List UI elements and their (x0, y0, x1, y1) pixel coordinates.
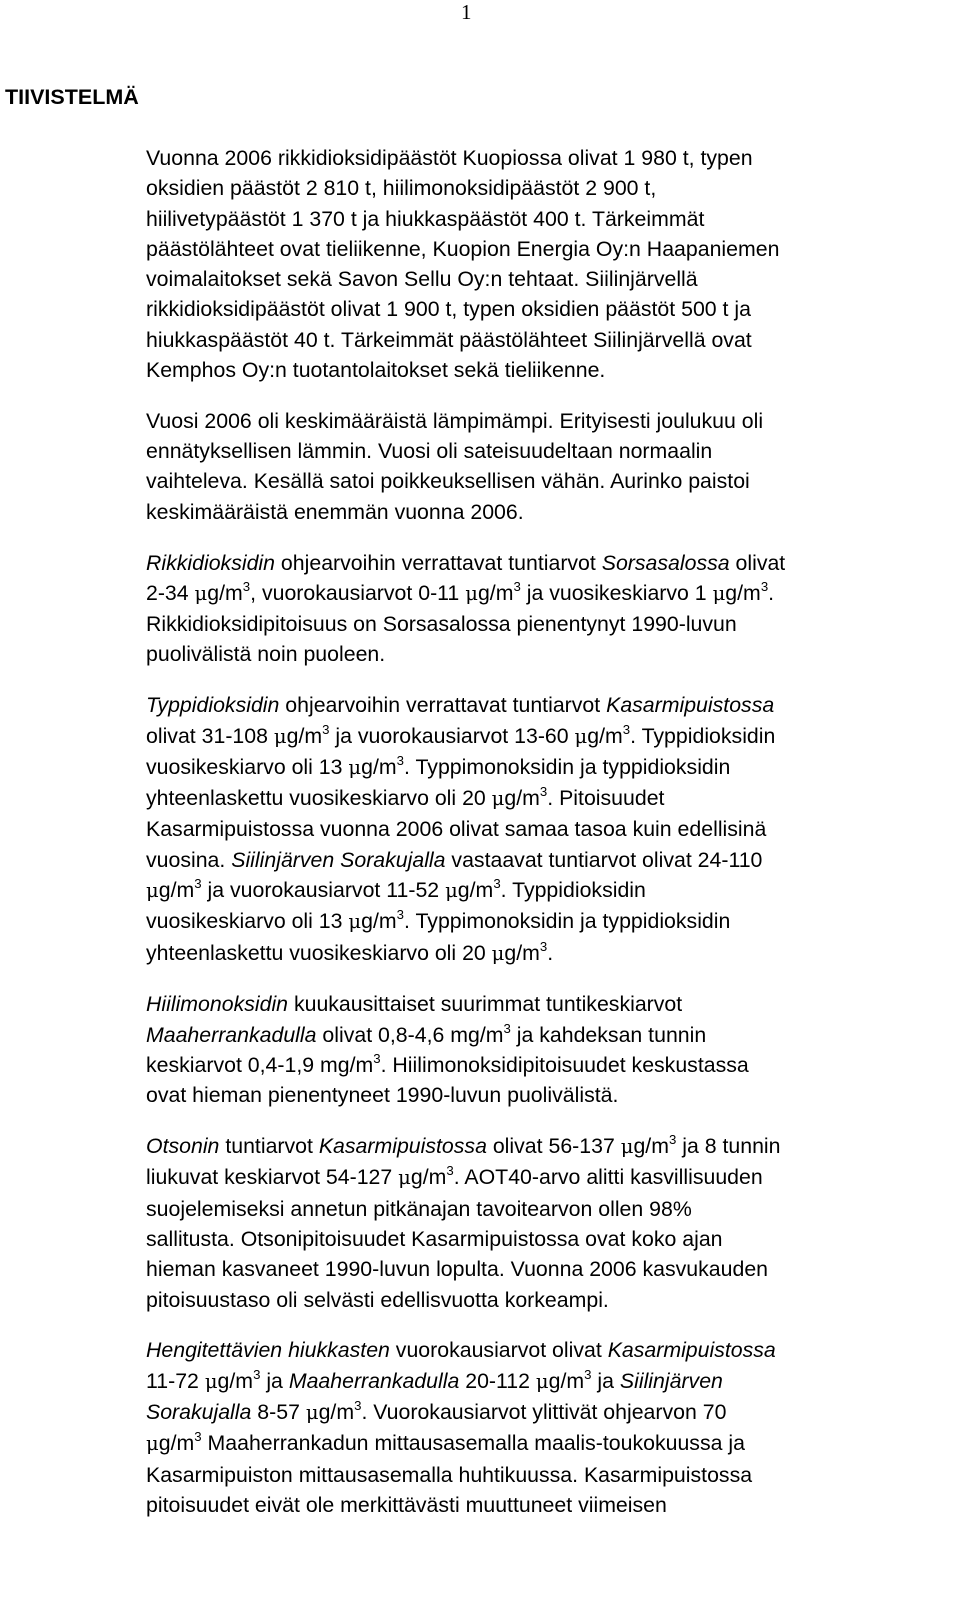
summary-paragraph (146, 690, 946, 969)
text-run: vuorokausiarvot olivat (389, 1338, 608, 1363)
superscript: 3 (668, 1131, 677, 1147)
micro-symbol: μ (535, 1369, 549, 1393)
text-run: ohjearvoihin verrattavat tuntiarvot (275, 550, 602, 575)
text-line: puolivälistä noin puoleen. (146, 642, 386, 667)
text-line (146, 1050, 749, 1078)
superscript: 3 (354, 1397, 362, 1413)
superscript: 3 (539, 783, 548, 799)
superscript: 3 (373, 1050, 381, 1066)
text-run: g/m (286, 723, 323, 748)
text-run: g/m (477, 580, 514, 605)
text-line: hiukkaspäästöt 40 t. Tärkeimmät päästölähteet Siilinjärvellä ovat (146, 327, 752, 352)
text-line: oksidien päästöt 2 810 t, hiilimonoksidipäästöt 2 900 t, (146, 176, 657, 201)
superscript: 3 (622, 721, 631, 737)
micro-symbol: μ (491, 941, 505, 965)
text-run: 20-112 (459, 1368, 536, 1393)
text-run: ja vuorokausiarvot 11-52 (201, 878, 446, 903)
text-line (146, 875, 646, 903)
superscript: 3 (539, 938, 548, 954)
text-run: g/m (725, 580, 761, 605)
micro-symbol: μ (146, 879, 159, 903)
text-run: 11-72 (146, 1368, 205, 1393)
text-run: vastaavat tuntiarvot olivat 24-110 (445, 847, 763, 872)
text-run: . Typpidioksidin (630, 723, 776, 748)
micro-symbol: μ (305, 1400, 319, 1424)
text-run: ja (591, 1368, 620, 1393)
text-run: . Pitoisuudet (547, 786, 665, 811)
text-run: g/m (410, 1165, 447, 1190)
text-line: pitoisuudet eivät ole merkittävästi muuttuneet viimeisen (146, 1492, 667, 1517)
text-line: suojelemiseksi annetun pitkänajan tavoitearvon ollen 98% (146, 1196, 692, 1221)
text-line (146, 909, 730, 933)
text-run: vuosikeskiarvo oli 13 (146, 909, 349, 934)
italic-term: Maaherrankadulla (146, 1022, 317, 1047)
text-run: ja vuosikeskiarvo 1 (520, 580, 713, 605)
text-run: . Typpimonoksidin ja typpidioksidin (404, 909, 731, 934)
text-line: sallitusta. Otsonipitoisuudet Kasarmipuistossa ovat koko ajan (146, 1227, 723, 1251)
text-run: . (768, 580, 775, 605)
superscript: 3 (760, 578, 769, 594)
superscript: 3 (493, 875, 501, 891)
micro-symbol: μ (491, 787, 505, 811)
micro-symbol: μ (574, 724, 588, 748)
superscript: 3 (513, 578, 521, 594)
italic-term: Kasarmipuistossa (607, 1338, 776, 1363)
text-run: olivat 56-137 (486, 1134, 621, 1159)
micro-symbol: μ (348, 755, 362, 779)
superscript: 3 (322, 721, 330, 737)
text-run: g/m (158, 878, 195, 903)
text-line (146, 1165, 763, 1189)
text-run: . Typpidioksidin (500, 878, 646, 903)
text-line (146, 693, 774, 717)
text-run: g/m (217, 1368, 254, 1393)
text-run: tuntiarvot (219, 1134, 319, 1159)
italic-term: Siilinjärven Sorakujalla (231, 847, 446, 872)
text-run: yhteenlaskettu vuosikeskiarvo oli 20 (146, 786, 492, 811)
text-line (146, 1397, 727, 1424)
superscript: 3 (584, 1366, 592, 1382)
summary-paragraph (146, 1131, 946, 1315)
text-line: voimalaitokset sekä Savon Sellu Oy:n tehtaat. Siilinjärvellä (146, 267, 698, 292)
text-run: g/m (504, 940, 540, 965)
text-run: g/m (548, 1368, 585, 1393)
text-line (146, 1020, 707, 1047)
text-line: ennätyksellisen lämmin. Vuosi oli sateisuudeltaan normaalin (146, 439, 713, 464)
text-run: Maaherrankadun mittausasemalla maalis-toukokuussa ja (201, 1431, 745, 1456)
italic-term: Kasarmipuistossa (606, 693, 775, 718)
text-line: Vuonna 2006 rikkidioksidipäästöt Kuopiossa olivat 1 980 t, typen (146, 146, 753, 170)
text-run: olivat 0,8-4,6 mg/m (316, 1022, 504, 1047)
text-line: Kemphos Oy:n tuotantolaitokset sekä tieliikenne. (146, 358, 606, 383)
italic-term: Typpidioksidin (146, 693, 280, 718)
superscript: 3 (242, 578, 251, 594)
text-run: olivat 31-108 (146, 723, 274, 748)
italic-term: Kasarmipuistossa (318, 1134, 487, 1159)
superscript: 3 (396, 752, 405, 768)
superscript: 3 (503, 1020, 511, 1036)
text-line (146, 1131, 781, 1159)
text-run: , vuorokausiarvot 0-11 (250, 580, 466, 605)
superscript: 3 (396, 907, 405, 923)
text-run: g/m (457, 878, 494, 903)
text-run: g/m (633, 1134, 669, 1159)
italic-term: Hiilimonoksidin (146, 992, 289, 1017)
summary-paragraph (146, 548, 946, 670)
text-line: keskimääräistä enemmän vuonna 2006. (146, 499, 524, 524)
micro-symbol: μ (348, 910, 362, 934)
text-line (146, 938, 554, 965)
text-line (146, 551, 785, 575)
italic-term: Sorakujalla (146, 1399, 252, 1424)
micro-symbol: μ (445, 879, 458, 903)
superscript: 3 (194, 875, 202, 891)
text-run: g/m (158, 1431, 195, 1456)
text-line (146, 721, 776, 748)
micro-symbol: μ (194, 581, 208, 605)
text-run: kuukausittaiset suurimmat tuntikeskiarvot (288, 992, 683, 1017)
superscript: 3 (446, 1163, 454, 1179)
text-run: ja kahdeksan tunnin (510, 1022, 707, 1047)
text-run: olivat (729, 550, 786, 575)
text-run: . (547, 940, 554, 965)
text-line: vaihteleva. Kesällä satoi poikkeuksellisen vähän. Aurinko paistoi (146, 469, 750, 494)
text-line (146, 992, 682, 1016)
micro-symbol: μ (146, 1432, 159, 1456)
text-run: ja vuorokausiarvot 13-60 (329, 723, 575, 748)
italic-term: Hengitettävien hiukkasten (146, 1338, 390, 1363)
micro-symbol: μ (465, 581, 478, 605)
text-run: . Hiilimonoksidipitoisuudet keskustassa (380, 1053, 749, 1078)
text-run: vuosina. (146, 847, 232, 872)
summary-body (146, 143, 946, 1520)
text-line: pitoisuustaso oli selvästi edellisvuotta korkeampi. (146, 1287, 609, 1312)
text-run: liukuvat keskiarvot 54-127 (146, 1165, 399, 1190)
italic-term: Maaherrankadulla (288, 1368, 460, 1393)
text-run: g/m (361, 754, 397, 779)
text-line (146, 1366, 723, 1393)
text-run: keskiarvot 0,4-1,9 mg/m (146, 1053, 374, 1078)
summary-paragraph (146, 1335, 946, 1520)
text-line: Kasarmipuistossa vuonna 2006 olivat samaa tasoa kuin edellisinä (146, 817, 767, 842)
page-title: TIIVISTELMÄ (5, 85, 139, 109)
text-line (146, 578, 775, 605)
superscript: 3 (194, 1429, 202, 1445)
text-line: Vuosi 2006 oli keskimääräistä lämpimämpi. Erityisesti joulukuu oli (146, 408, 764, 433)
text-run: g/m (318, 1399, 355, 1424)
text-run: . Vuorokausiarvot ylittivät ohjearvon 70 (361, 1399, 727, 1424)
text-run: . AOT40-arvo alitti kasvillisuuden (453, 1165, 763, 1190)
text-run: ja 8 tunnin (676, 1134, 781, 1159)
italic-term: Sorsasalossa (601, 550, 730, 575)
micro-symbol: μ (620, 1135, 634, 1159)
summary-paragraph (146, 406, 946, 527)
italic-term: Rikkidioksidin (146, 550, 276, 575)
micro-symbol: μ (204, 1369, 218, 1393)
text-run: g/m (504, 786, 540, 811)
summary-paragraph (146, 143, 946, 385)
text-line (146, 752, 731, 779)
text-line: Rikkidioksidipitoisuus on Sorsasalossa pienentynyt 1990-luvun (146, 612, 737, 637)
text-run: . Typpimonoksidin ja typpidioksidin (404, 754, 731, 779)
text-line: päästölähteet ovat tieliikenne, Kuopion Energia Oy:n Haapaniemen (146, 236, 780, 261)
text-line (146, 783, 665, 811)
text-run: g/m (207, 580, 243, 605)
text-run: yhteenlaskettu vuosikeskiarvo oli 20 (146, 940, 492, 965)
text-run: 8-57 (251, 1399, 306, 1424)
summary-paragraph (146, 989, 946, 1110)
text-run: vuosikeskiarvo oli 13 (146, 754, 349, 779)
text-line (146, 848, 762, 872)
text-line: rikkidioksidipäästöt olivat 1 900 t, typen oksidien päästöt 500 t ja (146, 297, 751, 322)
text-run: g/m (587, 723, 623, 748)
text-run: ja (260, 1368, 289, 1393)
text-line: Kasarmipuiston mittausasemalla huhtikuussa. Kasarmipuistossa (146, 1462, 753, 1487)
text-line: hiilivetypäästöt 1 370 t ja hiukkaspäästöt 400 t. Tärkeimmät (146, 206, 705, 231)
text-line (146, 1431, 745, 1455)
text-line: hieman kasvaneet 1990-luvun lopulta. Vuonna 2006 kasvukauden (146, 1257, 769, 1282)
text-line (146, 1338, 776, 1362)
italic-term: Siilinjärven (619, 1368, 723, 1393)
text-run: ohjearvoihin verrattavat tuntiarvot (279, 693, 607, 718)
text-run: 2-34 (146, 580, 195, 605)
micro-symbol: μ (712, 581, 726, 605)
micro-symbol: μ (273, 724, 287, 748)
italic-term: Otsonin (146, 1134, 220, 1159)
text-line: ovat hieman pienentyneet 1990-luvun puolivälistä. (146, 1083, 619, 1108)
superscript: 3 (253, 1366, 261, 1382)
micro-symbol: μ (398, 1166, 411, 1190)
page-number: 1 (461, 0, 472, 24)
text-run: g/m (361, 909, 397, 934)
